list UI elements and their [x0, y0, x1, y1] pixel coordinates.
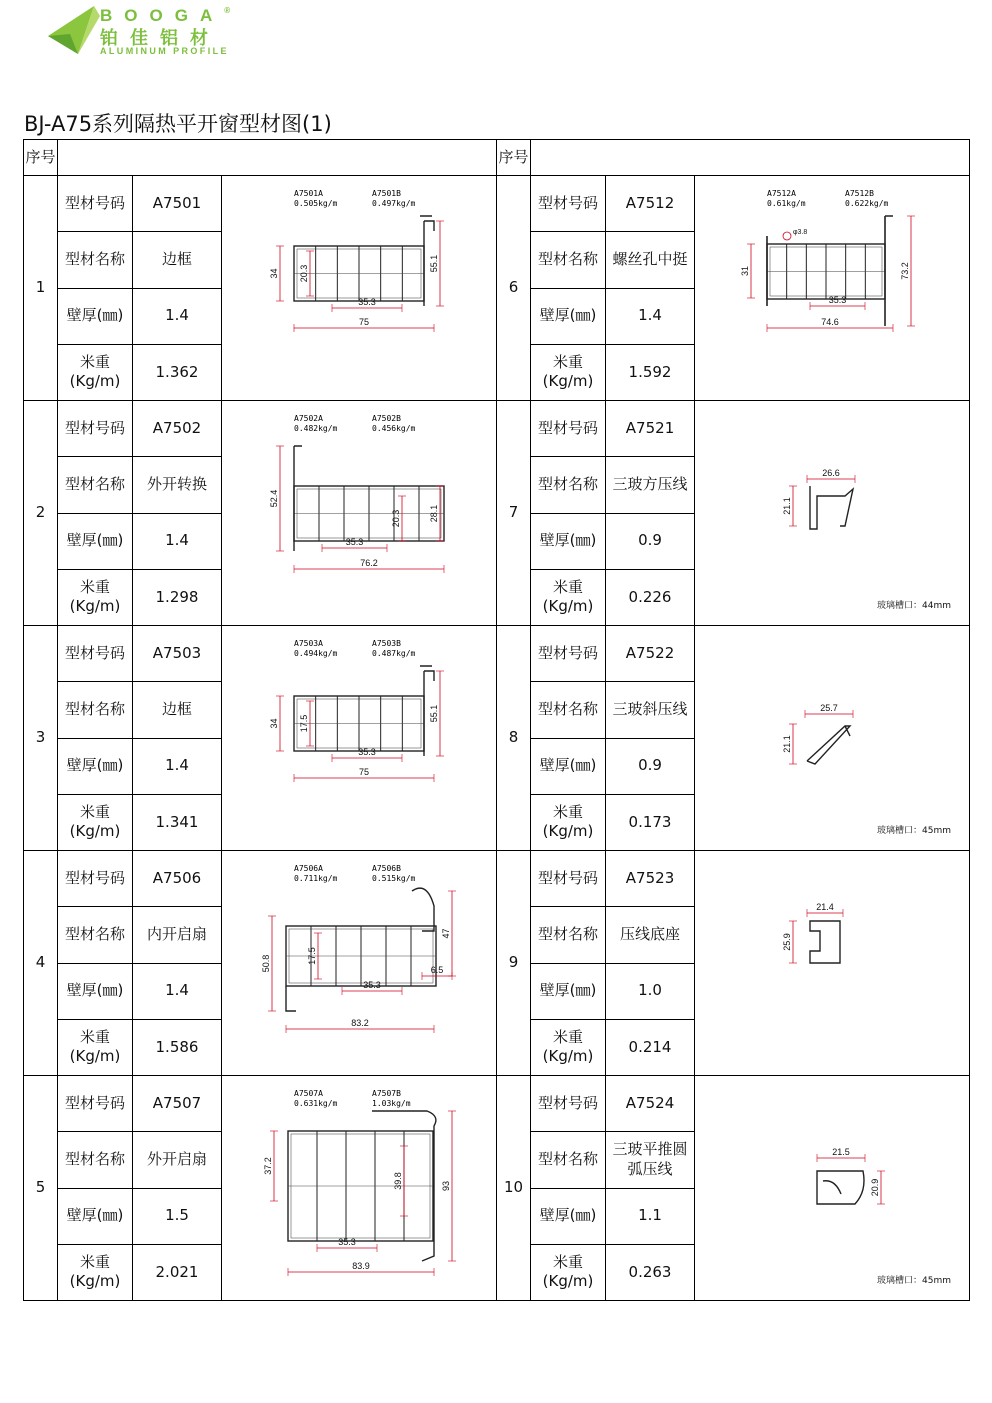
value-code: A7521: [606, 401, 695, 457]
label-thickness: 壁厚(㎜): [531, 1188, 606, 1244]
svg-text:83.2: 83.2: [351, 1018, 369, 1028]
value-code: A7502: [133, 401, 222, 457]
value-name: 边框: [133, 232, 222, 288]
value-code: A7503: [133, 626, 222, 682]
value-thickness: 1.4: [133, 513, 222, 569]
profile-drawing: [222, 626, 497, 851]
svg-text:A7507B: A7507B: [372, 1089, 401, 1098]
label-thickness: 壁厚(㎜): [531, 513, 606, 569]
svg-text:A7501B: A7501B: [372, 189, 401, 198]
svg-text:20.3: 20.3: [391, 509, 401, 528]
svg-text:34: 34: [269, 268, 279, 279]
value-name: 三玻方压线: [606, 457, 695, 513]
label-weight-top: 米重: [79, 352, 110, 371]
label-weight: [58, 569, 133, 625]
svg-text:6.5: 6.5: [430, 965, 444, 975]
label-code: 型材号码: [531, 1076, 606, 1132]
svg-text:37.2: 37.2: [263, 1157, 273, 1175]
profile-drawing: [222, 401, 497, 626]
item-number: 1: [24, 176, 58, 401]
header-seq-right: 序号: [497, 140, 531, 176]
label-weight: [58, 1244, 133, 1300]
value-name: 压线底座: [606, 907, 695, 963]
label-weight-unit: (Kg/m): [69, 822, 121, 841]
item-number: 4: [24, 851, 58, 1076]
value-name: 外开启扇: [133, 1132, 222, 1188]
value-thickness: 1.4: [133, 963, 222, 1019]
svg-text:0.456kg/m: 0.456kg/m: [372, 424, 416, 433]
label-thickness: 壁厚(㎜): [58, 738, 133, 794]
svg-text:21.4: 21.4: [816, 902, 834, 912]
label-weight-top: 米重: [79, 1027, 110, 1046]
value-weight: 0.226: [606, 569, 695, 625]
svg-text:0.631kg/m: 0.631kg/m: [294, 1099, 338, 1108]
label-weight: [531, 344, 606, 400]
svg-text:93: 93: [441, 1180, 451, 1192]
svg-text:0.505kg/m: 0.505kg/m: [294, 199, 338, 208]
svg-text:83.9: 83.9: [352, 1261, 370, 1271]
value-weight: 2.021: [133, 1244, 222, 1300]
label-weight-unit: (Kg/m): [542, 597, 594, 616]
profile-drawing: [695, 176, 970, 401]
label-name: 型材名称: [58, 907, 133, 963]
svg-text:75: 75: [358, 767, 370, 777]
value-weight: 1.592: [606, 344, 695, 400]
svg-text:A7502A: A7502A: [294, 414, 323, 423]
profile-drawing: [695, 851, 970, 1076]
label-thickness: 壁厚(㎜): [58, 1188, 133, 1244]
profile-table: [23, 139, 970, 1301]
svg-text:0.494kg/m: 0.494kg/m: [294, 649, 338, 658]
svg-text:75: 75: [358, 317, 370, 327]
svg-text:21.1: 21.1: [782, 735, 793, 753]
svg-text:A7506A: A7506A: [294, 864, 323, 873]
value-name: 外开转换: [133, 457, 222, 513]
label-code: 型材号码: [58, 626, 133, 682]
value-thickness: 0.9: [606, 738, 695, 794]
label-weight-top: 米重: [79, 577, 110, 596]
label-weight-unit: (Kg/m): [542, 372, 594, 391]
value-weight: 0.214: [606, 1019, 695, 1075]
svg-text:20.3: 20.3: [299, 264, 309, 283]
label-weight-top: 米重: [553, 802, 584, 821]
label-thickness: 壁厚(㎜): [58, 288, 133, 344]
svg-text:76.2: 76.2: [360, 558, 378, 568]
label-thickness: 壁厚(㎜): [58, 963, 133, 1019]
label-weight: [531, 1019, 606, 1075]
label-weight-top: 米重: [553, 1252, 584, 1271]
value-code: A7512: [606, 176, 695, 232]
glass-slot-note: 玻璃槽口：45mm: [877, 826, 952, 837]
brand-subtitle: ALUMINUM PROFILE: [100, 46, 229, 56]
svg-text:35.3: 35.3: [338, 1237, 356, 1247]
value-weight: 1.362: [133, 344, 222, 400]
item-number: 2: [24, 401, 58, 626]
label-code: 型材号码: [531, 176, 606, 232]
svg-text:1.03kg/m: 1.03kg/m: [372, 1099, 411, 1108]
label-weight-unit: (Kg/m): [69, 1272, 121, 1291]
svg-text:0.711kg/m: 0.711kg/m: [294, 874, 338, 883]
svg-text:0.61kg/m: 0.61kg/m: [767, 199, 806, 208]
item-number: 8: [497, 626, 531, 851]
svg-text:A7506B: A7506B: [372, 864, 401, 873]
svg-text:39.8: 39.8: [393, 1172, 403, 1190]
value-weight: 1.586: [133, 1019, 222, 1075]
svg-text:A7512A: A7512A: [767, 189, 796, 198]
svg-text:0.497kg/m: 0.497kg/m: [372, 199, 416, 208]
svg-text:φ3.8: φ3.8: [793, 229, 808, 236]
profile-drawing: [222, 1076, 497, 1301]
value-name: 螺丝孔中挺: [606, 232, 695, 288]
value-code: A7523: [606, 851, 695, 907]
value-weight: 1.298: [133, 569, 222, 625]
svg-text:A7512B: A7512B: [845, 189, 874, 198]
svg-text:73.2: 73.2: [900, 262, 911, 280]
item-number: 9: [497, 851, 531, 1076]
value-thickness: 1.4: [133, 288, 222, 344]
svg-text:31: 31: [740, 265, 751, 277]
label-name: 型材名称: [58, 682, 133, 738]
label-name: 型材名称: [531, 682, 606, 738]
label-weight-top: 米重: [79, 802, 110, 821]
glass-slot-note: 玻璃槽口：44mm: [877, 601, 952, 612]
svg-text:A7503A: A7503A: [294, 639, 323, 648]
svg-text:A7501A: A7501A: [294, 189, 323, 198]
svg-text:25.7: 25.7: [820, 703, 838, 713]
label-weight: [58, 794, 133, 850]
value-code: A7501: [133, 176, 222, 232]
label-code: 型材号码: [58, 1076, 133, 1132]
header-blank-left: [58, 140, 497, 176]
value-thickness: 1.1: [606, 1188, 695, 1244]
value-name: 三玻斜压线: [606, 682, 695, 738]
page-title: BJ-A75系列隔热平开窗型材图(1): [24, 112, 332, 136]
label-thickness: 壁厚(㎜): [531, 738, 606, 794]
svg-text:17.5: 17.5: [307, 947, 317, 965]
label-code: 型材号码: [531, 851, 606, 907]
profile-drawing: [695, 626, 970, 851]
value-thickness: 1.5: [133, 1188, 222, 1244]
label-weight-unit: (Kg/m): [69, 1047, 121, 1066]
value-name: 三玻平推圆弧压线: [606, 1132, 695, 1188]
label-weight-top: 米重: [553, 577, 584, 596]
svg-text:35.3: 35.3: [358, 297, 376, 307]
svg-text:21.1: 21.1: [782, 497, 793, 515]
label-weight-top: 米重: [553, 352, 584, 371]
svg-text:0.482kg/m: 0.482kg/m: [294, 424, 338, 433]
value-thickness: 1.0: [606, 963, 695, 1019]
value-thickness: 0.9: [606, 513, 695, 569]
label-code: 型材号码: [58, 851, 133, 907]
value-code: A7506: [133, 851, 222, 907]
label-thickness: 壁厚(㎜): [58, 513, 133, 569]
value-weight: 0.263: [606, 1244, 695, 1300]
profile-drawing: [222, 176, 497, 401]
svg-text:17.5: 17.5: [299, 714, 309, 733]
label-weight: [58, 344, 133, 400]
label-name: 型材名称: [58, 457, 133, 513]
value-code: A7524: [606, 1076, 695, 1132]
svg-text:26.6: 26.6: [822, 468, 840, 478]
label-weight: [531, 794, 606, 850]
label-weight-unit: (Kg/m): [69, 597, 121, 616]
header-seq-left: 序号: [24, 140, 58, 176]
profile-drawing: [695, 1076, 970, 1301]
svg-text:55.1: 55.1: [429, 254, 439, 273]
label-name: 型材名称: [531, 457, 606, 513]
label-thickness: 壁厚(㎜): [531, 288, 606, 344]
label-code: 型材号码: [531, 626, 606, 682]
svg-text:0.487kg/m: 0.487kg/m: [372, 649, 416, 658]
label-weight-unit: (Kg/m): [69, 372, 121, 391]
svg-text:34: 34: [269, 718, 279, 729]
item-number: 6: [497, 176, 531, 401]
label-name: 型材名称: [531, 1132, 606, 1188]
svg-text:20.9: 20.9: [870, 1178, 881, 1197]
label-name: 型材名称: [531, 232, 606, 288]
svg-text:47: 47: [441, 928, 451, 939]
glass-slot-note: 玻璃槽口：45mm: [877, 1276, 952, 1287]
svg-text:35.3: 35.3: [828, 295, 847, 305]
svg-text:25.9: 25.9: [782, 933, 793, 951]
value-code: A7522: [606, 626, 695, 682]
svg-text:50.8: 50.8: [261, 954, 271, 973]
label-weight-unit: (Kg/m): [542, 1272, 594, 1291]
label-thickness: 壁厚(㎜): [531, 963, 606, 1019]
profile-drawing: [222, 851, 497, 1076]
item-number: 5: [24, 1076, 58, 1301]
brand-english: BOOGA®: [100, 6, 231, 25]
svg-text:28.1: 28.1: [429, 504, 439, 523]
svg-text:52.4: 52.4: [269, 489, 279, 508]
value-thickness: 1.4: [133, 738, 222, 794]
header-blank-right: [531, 140, 970, 176]
brand-chinese: 铂佳铝材: [100, 28, 220, 49]
label-weight-unit: (Kg/m): [542, 1047, 594, 1066]
svg-text:35.3: 35.3: [345, 537, 364, 547]
svg-text:21.5: 21.5: [832, 1147, 850, 1157]
label-code: 型材号码: [58, 401, 133, 457]
label-code: 型材号码: [58, 176, 133, 232]
svg-text:55.1: 55.1: [429, 704, 439, 723]
svg-text:35.3: 35.3: [358, 747, 376, 757]
label-name: 型材名称: [58, 232, 133, 288]
item-number: 3: [24, 626, 58, 851]
svg-text:A7503B: A7503B: [372, 639, 401, 648]
label-name: 型材名称: [58, 1132, 133, 1188]
svg-text:A7502B: A7502B: [372, 414, 401, 423]
label-weight: [531, 569, 606, 625]
label-weight: [531, 1244, 606, 1300]
profile-drawing: [695, 401, 970, 626]
label-weight-unit: (Kg/m): [542, 822, 594, 841]
value-weight: 0.173: [606, 794, 695, 850]
label-code: 型材号码: [531, 401, 606, 457]
svg-text:A7507A: A7507A: [294, 1089, 323, 1098]
label-weight: [58, 1019, 133, 1075]
svg-text:0.622kg/m: 0.622kg/m: [845, 199, 889, 208]
value-weight: 1.341: [133, 794, 222, 850]
item-number: 10: [497, 1076, 531, 1301]
logo-mark-icon: [48, 4, 108, 56]
svg-text:0.515kg/m: 0.515kg/m: [372, 874, 416, 883]
label-name: 型材名称: [531, 907, 606, 963]
value-name: 内开启扇: [133, 907, 222, 963]
svg-text:35.3: 35.3: [363, 980, 381, 990]
value-thickness: 1.4: [606, 288, 695, 344]
label-weight-top: 米重: [553, 1027, 584, 1046]
svg-text:74.6: 74.6: [821, 317, 839, 327]
label-weight-top: 米重: [79, 1252, 110, 1271]
item-number: 7: [497, 401, 531, 626]
value-name: 边框: [133, 682, 222, 738]
value-code: A7507: [133, 1076, 222, 1132]
